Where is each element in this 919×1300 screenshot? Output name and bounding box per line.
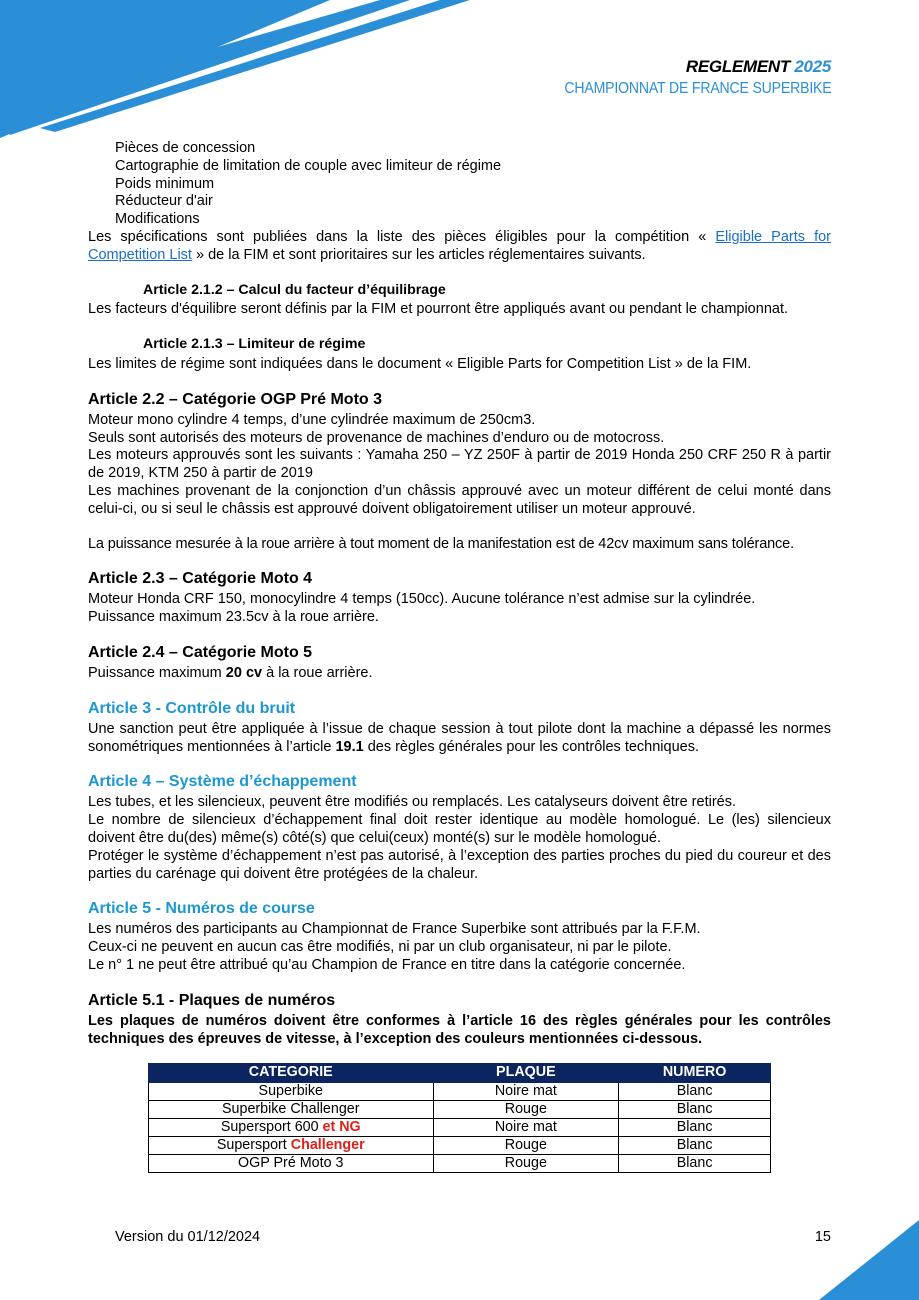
page-number: 15 <box>814 1229 831 1245</box>
article-2-2-p3: Les moteurs approuvés sont les suivants : Yamaha 250 – YZ 250F à partir de 2019 Honda 250 CRF 250 R à partir de 2019, KTM 250 à partir de 2019 <box>88 447 831 482</box>
cell-numero: Blanc <box>619 1082 771 1100</box>
cell-numero: Blanc <box>619 1118 771 1136</box>
article-2-2-p5: La puissance mesurée à la roue arrière à tout moment de la manifestation est de 42cv maximum sans tolérance. <box>88 535 794 552</box>
article-3-text: Une sanction peut être appliquée à l’issue de chaque session à tout pilote dont la machine a dépassé les normes sonométriques mentionnées à l’article 19.1 des règles générales pour les contrôles techniques. <box>88 720 831 755</box>
article-4-p1: Les tubes, et les silencieux, peuvent être modifiés ou remplacés. Les catalyseurs doivent être retirés. <box>88 794 736 811</box>
article-2-4-text: Puissance maximum 20 cv à la roue arrière. <box>88 664 373 681</box>
table-row <box>149 1100 771 1118</box>
list-item: Réducteur d'air <box>115 193 213 210</box>
table-row <box>149 1136 771 1154</box>
column-header-numero: NUMERO <box>619 1064 771 1083</box>
cell-plaque: Rouge <box>433 1136 619 1154</box>
cell-plaque: Rouge <box>433 1100 619 1118</box>
cell-categorie: Supersport 600 et NG <box>149 1118 434 1136</box>
list-item: Poids minimum <box>115 175 215 192</box>
footer-version: Version du 01/12/2024 <box>115 1229 261 1245</box>
article-2-2-p4: Les machines provenant de la conjonction d’un châssis approuvé avec un moteur différent de celui monté dans celui-ci, ou si seul le châssis est approuvé doivent obligatoirement utiliser un moteur approuvé. <box>88 482 831 517</box>
column-header-plaque: PLAQUE <box>433 1064 619 1083</box>
cell-categorie: Superbike Challenger <box>149 1100 434 1118</box>
header-reglement: REGLEMENT 2025 <box>685 57 831 76</box>
cell-categorie: OGP Pré Moto 3 <box>149 1154 434 1172</box>
list-item: Cartographie de limitation de couple avec limiteur de régime <box>115 157 502 174</box>
article-5-1-text: Les plaques de numéros doivent être conformes à l’article 16 des règles générales pour les contrôles techniques des épreuves de vitesse, à l’exception des couleurs mentionnées ci-dessous. <box>88 1012 831 1047</box>
cell-plaque: Noire mat <box>433 1082 619 1100</box>
cell-numero: Blanc <box>619 1136 771 1154</box>
footer-corner-decoration <box>819 1220 919 1300</box>
article-5-title: Article 5 - Numéros de course <box>88 900 315 918</box>
article-2-2-title: Article 2.2 – Catégorie OGP Pré Moto 3 <box>88 390 383 408</box>
header-stripes-decoration <box>0 0 480 145</box>
article-5-p1: Les numéros des participants au Championnat de France Superbike sont attribués par la F.F.M. <box>88 921 701 938</box>
article-2-3-p1: Moteur Honda CRF 150, monocylindre 4 temps (150cc). Aucune tolérance n’est admise sur la cylindrée. <box>88 591 756 608</box>
article-2-1-3-title: Article 2.1.3 – Limiteur de régime <box>143 336 366 353</box>
item-list <box>88 140 831 229</box>
cell-plaque: Noire mat <box>433 1118 619 1136</box>
specs-paragraph: Les spécifications sont publiées dans la liste des pièces éligibles pour la compétition « Eligible Parts for Competition List » de la FIM et sont prioritaires sur les articles réglementaires suivants. <box>88 228 831 263</box>
article-2-2-p1: Moteur mono cylindre 4 temps, d’une cylindrée maximum de 250cm3. <box>88 411 536 428</box>
cell-numero: Blanc <box>619 1154 771 1172</box>
header-championship: CHAMPIONNAT DE FRANCE SUPERBIKE <box>563 80 831 97</box>
article-5-p3: Le n° 1 ne peut être attribué qu’au Champion de France en titre dans la catégorie concernée. <box>88 956 686 973</box>
article-4-p3: Protéger le système d’échappement n’est pas autorisé, à l’exception des parties proches du pied du coureur et des parties du carénage qui doivent être protégées de la chaleur. <box>88 847 831 882</box>
page-body <box>88 140 831 1173</box>
list-item: Pièces de concession <box>115 140 256 156</box>
article-5-1-title: Article 5.1 - Plaques de numéros <box>88 991 336 1009</box>
article-5-p2: Ceux-ci ne peuvent en aucun cas être modifiés, ni par un club organisateur, ni par le pilote. <box>88 939 672 956</box>
cell-plaque: Rouge <box>433 1154 619 1172</box>
article-2-3-p2: Puissance maximum 23.5cv à la roue arrière. <box>88 609 379 626</box>
table-header-row <box>149 1064 771 1083</box>
table-row <box>149 1082 771 1100</box>
document-header <box>528 56 831 100</box>
article-2-2-p2: Seuls sont autorisés des moteurs de provenance de machines d’enduro ou de motocross. <box>88 429 665 446</box>
column-header-categorie: CATEGORIE <box>149 1064 434 1083</box>
article-3-title: Article 3 - Contrôle du bruit <box>88 699 296 717</box>
article-2-3-title: Article 2.3 – Catégorie Moto 4 <box>88 570 313 588</box>
cell-categorie: Supersport Challenger <box>149 1136 434 1154</box>
article-2-4-title: Article 2.4 – Catégorie Moto 5 <box>88 643 313 661</box>
table-row <box>149 1154 771 1172</box>
article-4-title: Article 4 – Système d’échappement <box>88 773 357 791</box>
plates-table <box>148 1063 771 1173</box>
article-2-1-3-text: Les limites de régime sont indiquées dans le document « Eligible Parts for Competition List » de la FIM. <box>88 355 752 372</box>
list-item: Modifications <box>115 211 200 228</box>
cell-categorie: Superbike <box>149 1082 434 1100</box>
table-row <box>149 1118 771 1136</box>
article-2-1-2-text: Les facteurs d'équilibre seront définis par la FIM et pourront être appliqués avant ou pendant le championnat. <box>88 301 789 318</box>
eligible-parts-link[interactable]: Eligible Parts for Competition List <box>88 228 831 263</box>
cell-numero: Blanc <box>619 1100 771 1118</box>
article-2-1-2-title: Article 2.1.2 – Calcul du facteur d’équilibrage <box>143 281 446 298</box>
article-4-p2: Le nombre de silencieux d’échappement final doit rester identique au modèle homologué. Le (les) silencieux doivent être du(des) même(s) côté(s) que celui(ceux) monté(s) sur le modèle homologué. <box>88 812 831 846</box>
